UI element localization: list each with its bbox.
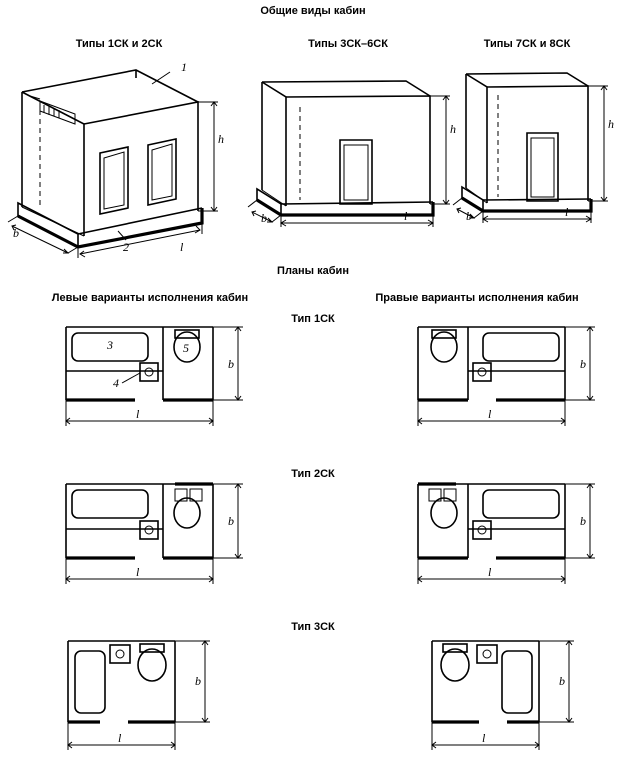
caption-view-1: Типы 1СК и 2СК: [75, 38, 163, 50]
plan-3sk-right: [432, 641, 574, 750]
dim-b-view1: b: [13, 226, 19, 240]
caption-view-3: Типы 7СК и 8СК: [483, 38, 571, 50]
callout-2-view1: 2: [123, 240, 129, 254]
title-general-views: Общие виды кабин: [260, 5, 366, 17]
dim-l-view1: l: [180, 240, 184, 254]
title-plans: Планы кабин: [277, 265, 349, 277]
dim-b-plan3sk-right: b: [559, 674, 565, 688]
caption-view-2: Типы 3СК–6СК: [308, 38, 388, 50]
plan-3sk-left: [68, 641, 210, 750]
dim-b-plan3sk-left: b: [195, 674, 201, 688]
isometric-view-3: [453, 73, 608, 223]
callout-1-view1: 1: [181, 60, 187, 74]
plan-2sk-right: [418, 484, 595, 584]
plan-2sk-left: [66, 484, 243, 584]
callout-3-plan1sk-left: 3: [107, 338, 113, 352]
dim-b-view2: b: [261, 211, 267, 225]
dim-l-view3: l: [565, 205, 569, 219]
plan-1sk-right: [418, 327, 595, 426]
isometric-view-1: [8, 70, 218, 258]
dim-l-view2: l: [404, 209, 408, 223]
dim-l-plan3sk-left: l: [118, 731, 122, 745]
callout-5-plan1sk-left: 5: [183, 341, 189, 355]
header-left-variants: Левые варианты исполнения кабин: [51, 292, 249, 304]
callout-4-plan1sk-left: 4: [113, 376, 119, 390]
dim-h-view2: h: [450, 122, 456, 136]
dim-b-plan2sk-left: b: [228, 514, 234, 528]
plan-row-label-3sk: Тип 3СК: [291, 621, 335, 633]
plan-row-label-1sk: Тип 1СК: [291, 313, 335, 325]
dim-l-plan1sk-left: l: [136, 407, 140, 421]
dim-b-plan1sk-right: b: [580, 357, 586, 371]
dim-b-plan1sk-left: b: [228, 357, 234, 371]
isometric-view-2: [248, 81, 450, 227]
dim-h-view1: h: [218, 132, 224, 146]
header-right-variants: Правые варианты исполнения кабин: [375, 292, 579, 304]
dim-b-view3: b: [466, 209, 472, 223]
plan-row-label-2sk: Тип 2СК: [291, 468, 335, 480]
dim-l-plan2sk-left: l: [136, 565, 140, 579]
dim-l-plan2sk-right: l: [488, 565, 492, 579]
dim-l-plan3sk-right: l: [482, 731, 486, 745]
dim-l-plan1sk-right: l: [488, 407, 492, 421]
dim-b-plan2sk-right: b: [580, 514, 586, 528]
dim-h-view3: h: [608, 117, 614, 131]
plan-1sk-left: [66, 327, 243, 426]
